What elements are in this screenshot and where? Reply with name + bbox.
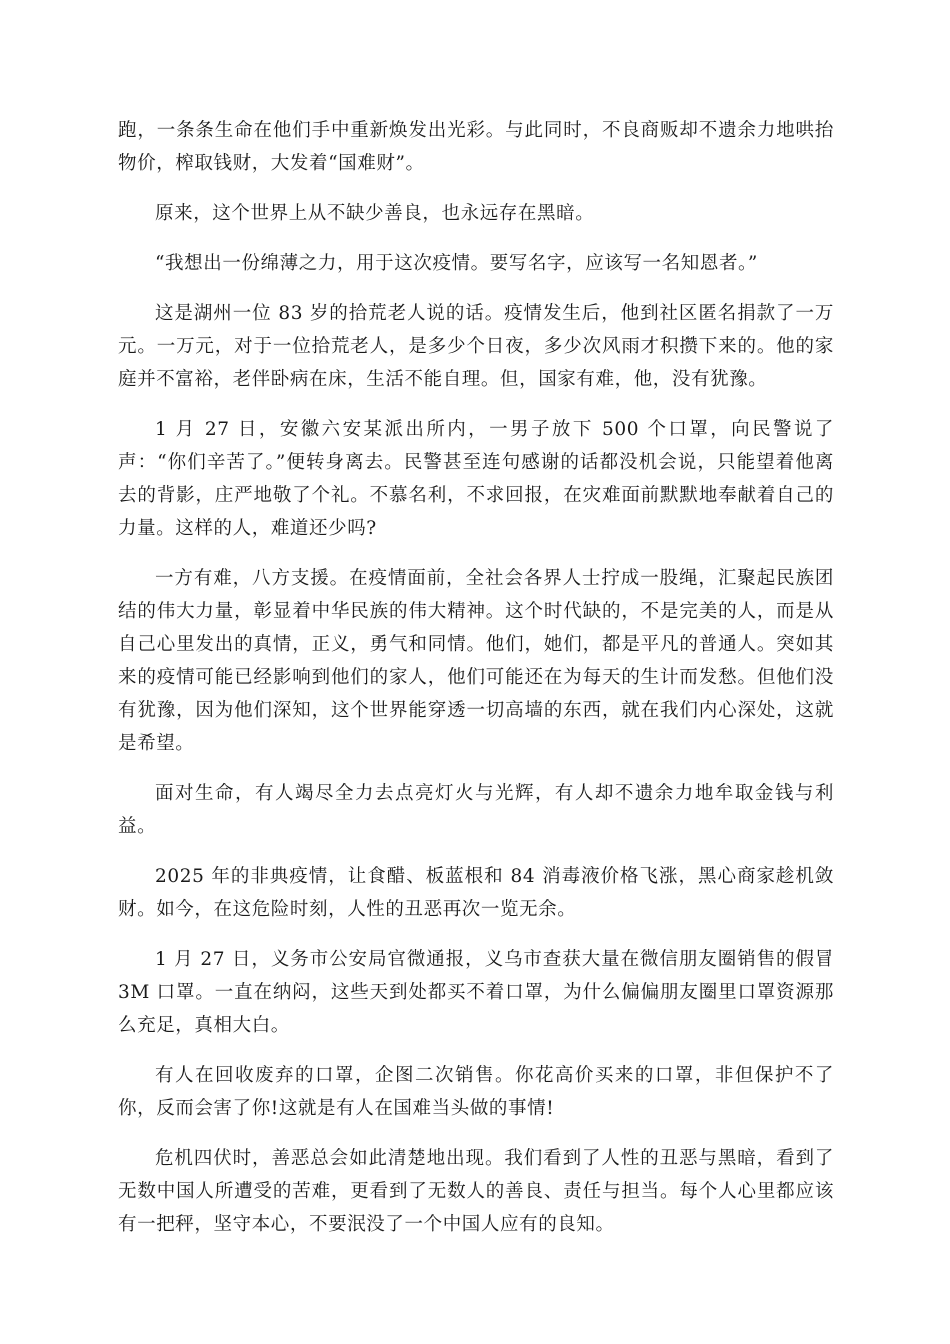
paragraph: 面对生命，有人竭尽全力去点亮灯火与光辉，有人却不遗余力地牟取金钱与利益。 [118,783,834,837]
paragraph: 危机四伏时，善恶总会如此清楚地出现。我们看到了人性的丑恶与黑暗，看到了无数中国人所遭受的苦难，更看到了无数人的善良、责任与担当。每个人心里都应该有一把秤，坚守本心，不要泯没了一个中国人应有的良知。 [118,1148,834,1235]
document-body [118,114,834,1258]
paragraph: 2025 年的非典疫情，让食醋、板蓝根和 84 消毒液价格飞涨，黑心商家趁机敛财。如今，在这危险时刻，人性的丑恶再次一览无余。 [118,866,834,920]
paragraph: 原来，这个世界上从不缺少善良，也永远存在黑暗。 [155,203,595,224]
paragraph: 1 月 27 日，安徽六安某派出所内，一男子放下 500 个口罩，向民警说了声：“你们辛苦了。”便转身离去。民警甚至连句感谢的话都没机会说，只能望着他离去的背影，庄严地敬了个礼。不慕名利，不求回报，在灾难面前默默地奉献着自己的力量。这样的人，难道还少吗? [118,419,834,539]
paragraph: 这是湖州一位 83 岁的拾荒老人说的话。疫情发生后，他到社区匿名捐款了一万元。一万元，对于一位拾荒老人，是多少个日夜，多少次风雨才积攒下来的。他的家庭并不富裕，老伴卧病在床，生活不能自理。但，国家有难，他，没有犹豫。 [118,303,834,390]
paragraph-quote: “我想出一份绵薄之力，用于这次疫情。要写名字，应该写一名知恩者。” [155,253,758,274]
paragraph: 一方有难，八方支援。在疫情面前，全社会各界人士拧成一股绳，汇聚起民族团结的伟大力量，彰显着中华民族的伟大精神。这个时代缺的，不是完美的人，而是从自己心里发出的真情，正义，勇气和同情。他们，她们，都是平凡的普通人。突如其来的疫情可能已经影响到他们的家人，他们可能还在为每天的生计而发愁。但他们没有犹豫，因为他们深知，这个世界能穿透一切高墙的东西，就在我们内心深处，这就是希望。 [118,568,834,754]
paragraph: 1 月 27 日，义务市公安局官微通报，义乌市查获大量在微信朋友圈销售的假冒 3M 口罩。一直在纳闷，这些天到处都买不着口罩，为什么偏偏朋友圈里口罩资源那么充足，真相大白。 [118,949,834,1036]
paragraph: 有人在回收废弃的口罩，企图二次销售。你花高价买来的口罩，非但保护不了你，反而会害了你!这就是有人在国难当头做的事情! [118,1065,834,1119]
paragraph-continued: 跑，一条条生命在他们手中重新焕发出光彩。与此同时，不良商贩却不遗余力地哄抬物价，榨取钱财，大发着“国难财”。 [118,120,834,174]
